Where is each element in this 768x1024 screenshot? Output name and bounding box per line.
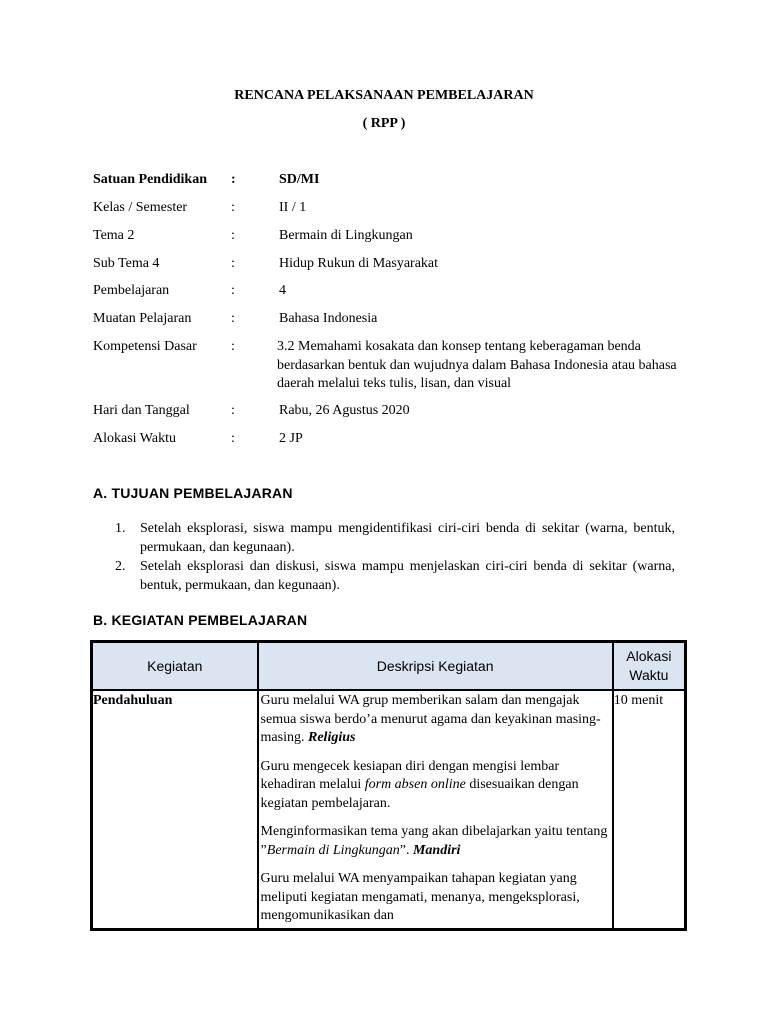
info-colon: : bbox=[231, 200, 235, 215]
cell-kegiatan bbox=[92, 690, 258, 929]
info-label: Alokasi Waktu bbox=[93, 431, 176, 446]
header-deskripsi: Deskripsi Kegiatan bbox=[258, 642, 613, 690]
info-value: Rabu, 26 Agustus 2020 bbox=[279, 403, 410, 418]
section-a-heading: A. TUJUAN PEMBELAJARAN bbox=[93, 485, 293, 501]
kompetensi-dasar-value: 3.2 Memahami kosakata dan konsep tentang keberagaman benda berdasarkan bentuk dan wujudnya dalam Bahasa Indonesia atau bahasa daerah melalui teks tulis, lisan, dan visual bbox=[277, 339, 677, 391]
cell-deskripsi bbox=[258, 690, 613, 929]
list-number: 2. bbox=[115, 559, 126, 574]
info-colon: : bbox=[231, 403, 235, 418]
info-colon: : bbox=[231, 339, 235, 354]
header-alokasi: Alokasi Waktu bbox=[613, 642, 685, 690]
info-value: 2 JP bbox=[279, 431, 303, 446]
info-label: Tema 2 bbox=[93, 228, 135, 243]
info-label: Satuan Pendidikan bbox=[93, 172, 207, 187]
list-item-text: Setelah eksplorasi, siswa mampu mengidentifikasi ciri-ciri benda di sekitar (warna, bentuk, permukaan, dan kegunaan). bbox=[140, 521, 675, 555]
desc-text: Guru melalui WA menyampaikan tahapan kegiatan yang meliputi kegiatan mengamati, menanya, mengeksplorasi, mengomunikasikan dan bbox=[260, 871, 580, 923]
desc-paragraph bbox=[261, 823, 612, 860]
list-item bbox=[115, 519, 675, 557]
info-label: Kelas / Semester bbox=[93, 200, 188, 215]
kegiatan-label: Pendahuluan bbox=[93, 693, 173, 708]
info-value: SD/MI bbox=[279, 172, 320, 187]
info-label: Sub Tema 4 bbox=[93, 256, 160, 271]
info-label: Pembelajaran bbox=[93, 283, 170, 298]
info-label: Hari dan Tanggal bbox=[93, 403, 190, 418]
info-colon: : bbox=[231, 431, 235, 446]
desc-paragraph bbox=[261, 758, 612, 814]
info-colon: : bbox=[231, 256, 235, 271]
info-colon: : bbox=[231, 311, 235, 326]
info-value: 4 bbox=[279, 283, 286, 298]
tujuan-list bbox=[115, 519, 675, 595]
desc-text: Guru mengecek kesiapan diri dengan mengisi lembar kehadiran melalui bbox=[260, 758, 560, 792]
info-label: Kompetensi Dasar bbox=[93, 339, 197, 354]
desc-paragraph bbox=[261, 870, 612, 926]
desc-text: disesuaikan dengan kegiatan pembelajaran. bbox=[260, 777, 579, 811]
info-value: Hidup Rukun di Masyarakat bbox=[279, 256, 439, 271]
table-row bbox=[92, 690, 685, 929]
document-title: RENCANA PELAKSANAAN PEMBELAJARAN bbox=[234, 88, 534, 103]
info-colon: : bbox=[231, 172, 236, 187]
alokasi-value: 10 menit bbox=[613, 693, 664, 708]
info-label: Muatan Pelajaran bbox=[93, 311, 192, 326]
list-item bbox=[115, 557, 675, 595]
header-kegiatan: Kegiatan bbox=[92, 642, 258, 690]
desc-text: ”. bbox=[399, 842, 410, 858]
info-value: II / 1 bbox=[279, 200, 307, 215]
document-subtitle: ( RPP ) bbox=[362, 116, 406, 131]
section-b-heading: B. KEGIATAN PEMBELAJARAN bbox=[93, 612, 308, 628]
desc-emphasis: form absen online bbox=[364, 777, 466, 792]
kegiatan-table bbox=[90, 640, 687, 931]
character-tag: Religius bbox=[308, 730, 356, 745]
info-colon: : bbox=[231, 228, 235, 243]
desc-text: Menginformasikan tema yang akan dibelajarkan yaitu tentang ” bbox=[260, 824, 608, 858]
desc-paragraph bbox=[261, 692, 612, 748]
info-value: Bahasa Indonesia bbox=[279, 311, 378, 326]
list-number: 1. bbox=[115, 521, 126, 536]
info-value: Bermain di Lingkungan bbox=[279, 228, 413, 243]
table-header-row bbox=[92, 642, 685, 690]
desc-emphasis: Bermain di Lingkungan bbox=[266, 842, 400, 858]
list-item-text: Setelah eksplorasi dan diskusi, siswa mampu menjelaskan ciri-ciri benda di sekitar (warna, bentuk, permukaan, dan kegunaan). bbox=[140, 559, 675, 593]
character-tag: Mandiri bbox=[412, 842, 461, 858]
cell-alokasi bbox=[613, 690, 685, 929]
desc-text: Guru melalui WA grup memberikan salam dan mengajak semua siswa berdo’a menurut agama dan keyakinan masing-masing. bbox=[260, 693, 601, 745]
info-colon: : bbox=[231, 283, 235, 298]
